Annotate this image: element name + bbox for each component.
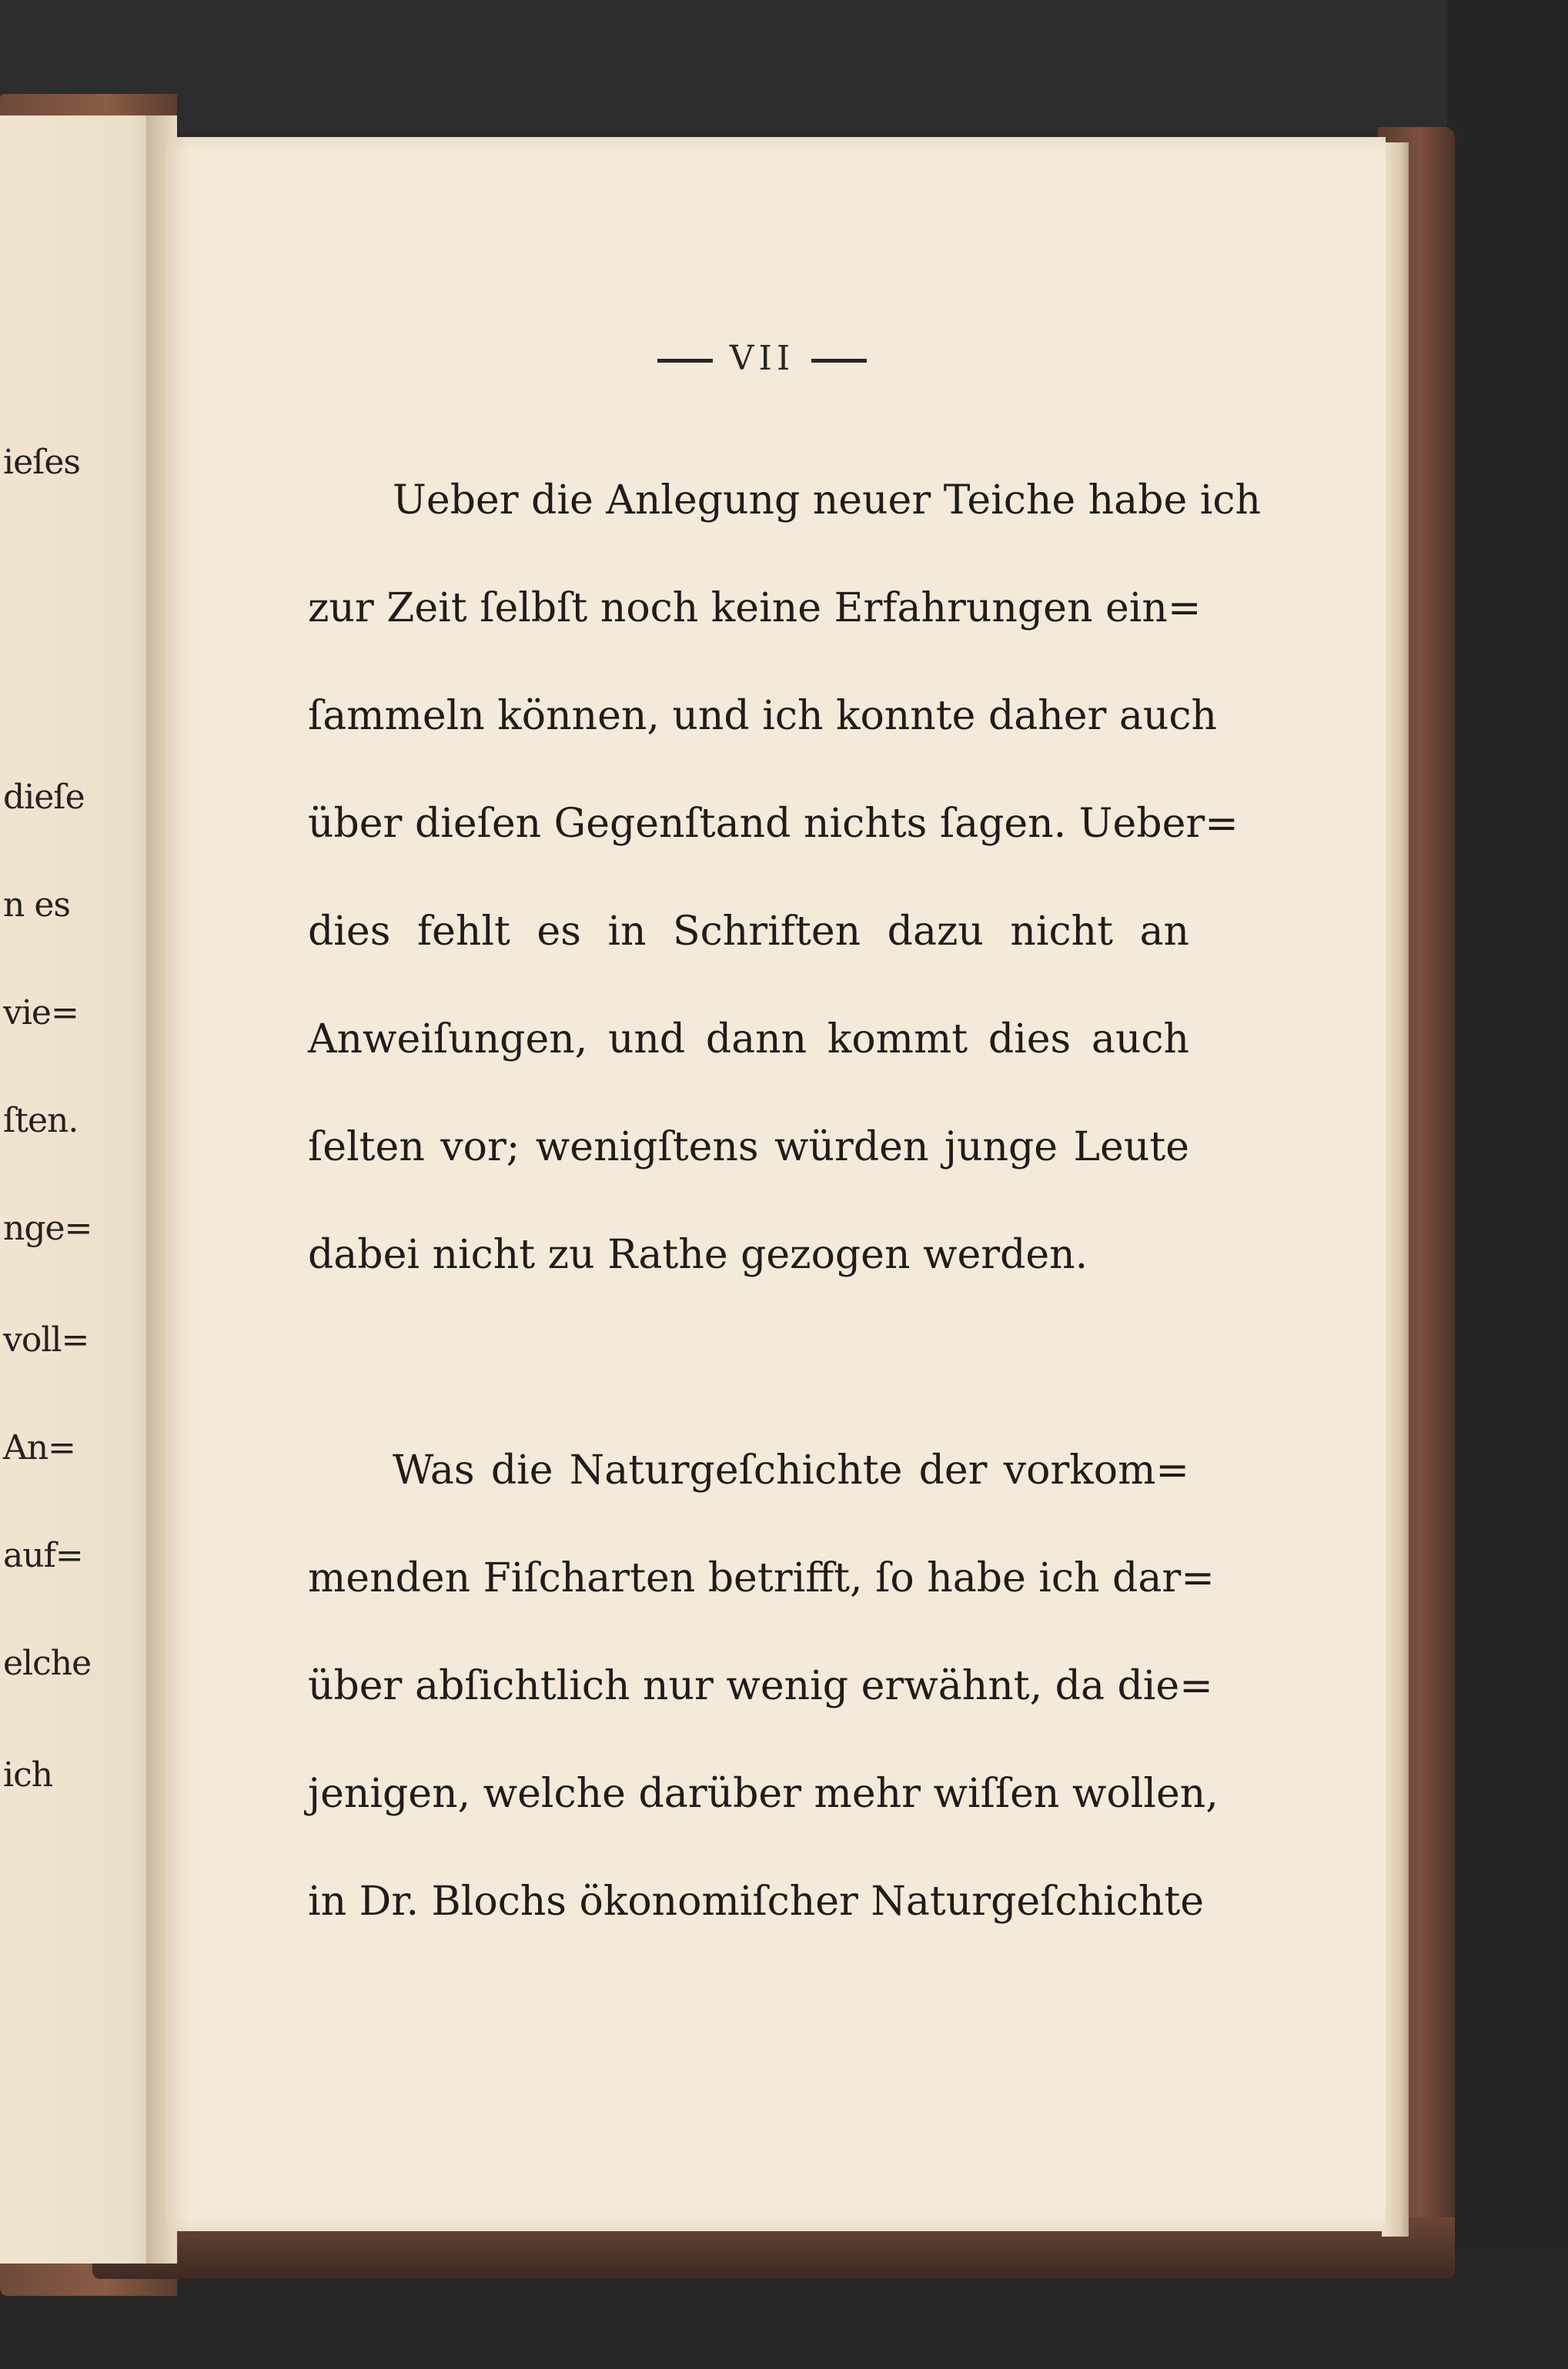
- left-fragment: nge=: [3, 1209, 92, 1248]
- text-line: Ueber die Anlegung neuer Teiche habe ich: [393, 477, 1262, 524]
- text-line: in Dr. Blochs ökonomiſcher Naturgeſchichte: [308, 1879, 1204, 1925]
- text-line: über abſichtlich nur wenig erwähnt, da die=: [308, 1663, 1213, 1709]
- left-fragment: auf=: [3, 1536, 83, 1575]
- paragraph-spacer: [308, 1309, 1189, 1417]
- left-fragment: n es: [3, 885, 70, 925]
- header-dash-right: [811, 359, 867, 363]
- page-block-edge: [1382, 142, 1409, 2237]
- page-header: [624, 339, 901, 378]
- header-dash-left: [657, 359, 713, 363]
- left-fragment: An=: [3, 1428, 75, 1467]
- text-line: Was die Naturgeſchichte der vorkom=: [393, 1447, 1189, 1494]
- text-line: menden Fiſcharten betrifft, ſo habe ich dar=: [308, 1555, 1215, 1601]
- left-fragment: ſten.: [3, 1101, 79, 1140]
- text-line: jenigen, welche darüber mehr wiſſen wollen,: [308, 1771, 1219, 1817]
- background-top: [0, 0, 1568, 131]
- page-body: [308, 447, 1262, 1956]
- left-fragment: elche: [3, 1644, 92, 1683]
- left-fragment: dieſe: [3, 778, 85, 817]
- background-right: [1447, 0, 1568, 2369]
- text-line: dabei nicht zu Rathe gezogen werden.: [308, 1232, 1088, 1278]
- paragraph: [308, 447, 1262, 1309]
- text-line: Anweiſungen, und dann kommt dies auch: [308, 1016, 1189, 1062]
- text-line: über dieſen Gegenſtand nichts ſagen. Ueber=: [308, 801, 1239, 847]
- left-fragment: ieſes: [3, 443, 81, 482]
- paragraph: [308, 1417, 1219, 1956]
- left-page: [0, 115, 162, 2264]
- text-line: dies fehlt es in Schriften dazu nicht an: [308, 908, 1189, 955]
- left-fragment: vie=: [3, 993, 79, 1032]
- page-number: VII: [729, 339, 795, 378]
- left-fragment: voll=: [3, 1320, 89, 1360]
- text-line: ſammeln können, und ich konnte daher auch: [308, 693, 1218, 739]
- text-line: zur Zeit ſelbſt noch keine Erfahrungen ein=: [308, 585, 1202, 631]
- left-fragment: ich: [3, 1755, 53, 1795]
- text-line: ſelten vor; wenigſtens würden junge Leute: [308, 1124, 1189, 1170]
